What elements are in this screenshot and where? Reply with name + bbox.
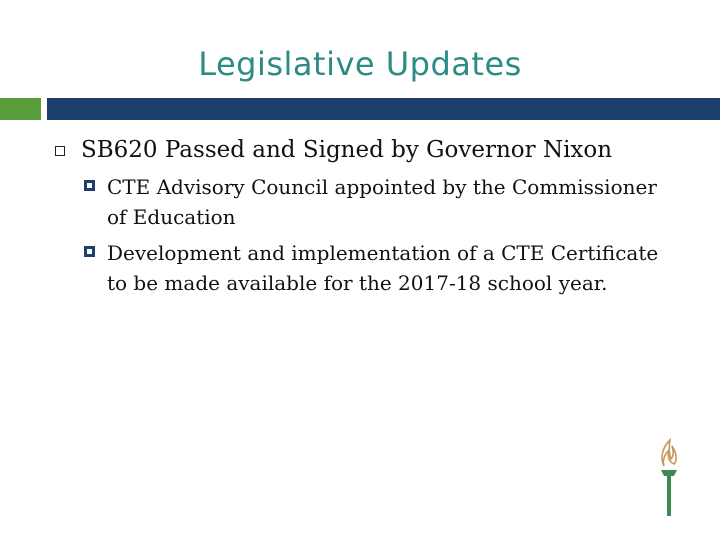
accent-bar-navy <box>47 98 720 120</box>
sub-bullet-text: Development and implementation of a CTE Certificate to be made available for the 2017-18 school year. <box>107 241 659 295</box>
accent-bar-green <box>0 98 41 120</box>
slide-title: Legislative Updates <box>198 45 522 83</box>
filled-square-bullet-icon <box>84 246 95 257</box>
bullet-text: SB620 Passed and Signed by Governor Nixon <box>81 137 613 163</box>
sub-bullet-text: CTE Advisory Council appointed by the Commissioner of Education <box>107 175 657 229</box>
filled-square-bullet-icon <box>84 180 95 191</box>
torch-cup <box>661 470 677 476</box>
torch-logo-icon <box>654 438 684 518</box>
hollow-square-icon <box>55 146 65 156</box>
torch-handle <box>667 476 671 516</box>
torch-flame <box>662 440 676 466</box>
